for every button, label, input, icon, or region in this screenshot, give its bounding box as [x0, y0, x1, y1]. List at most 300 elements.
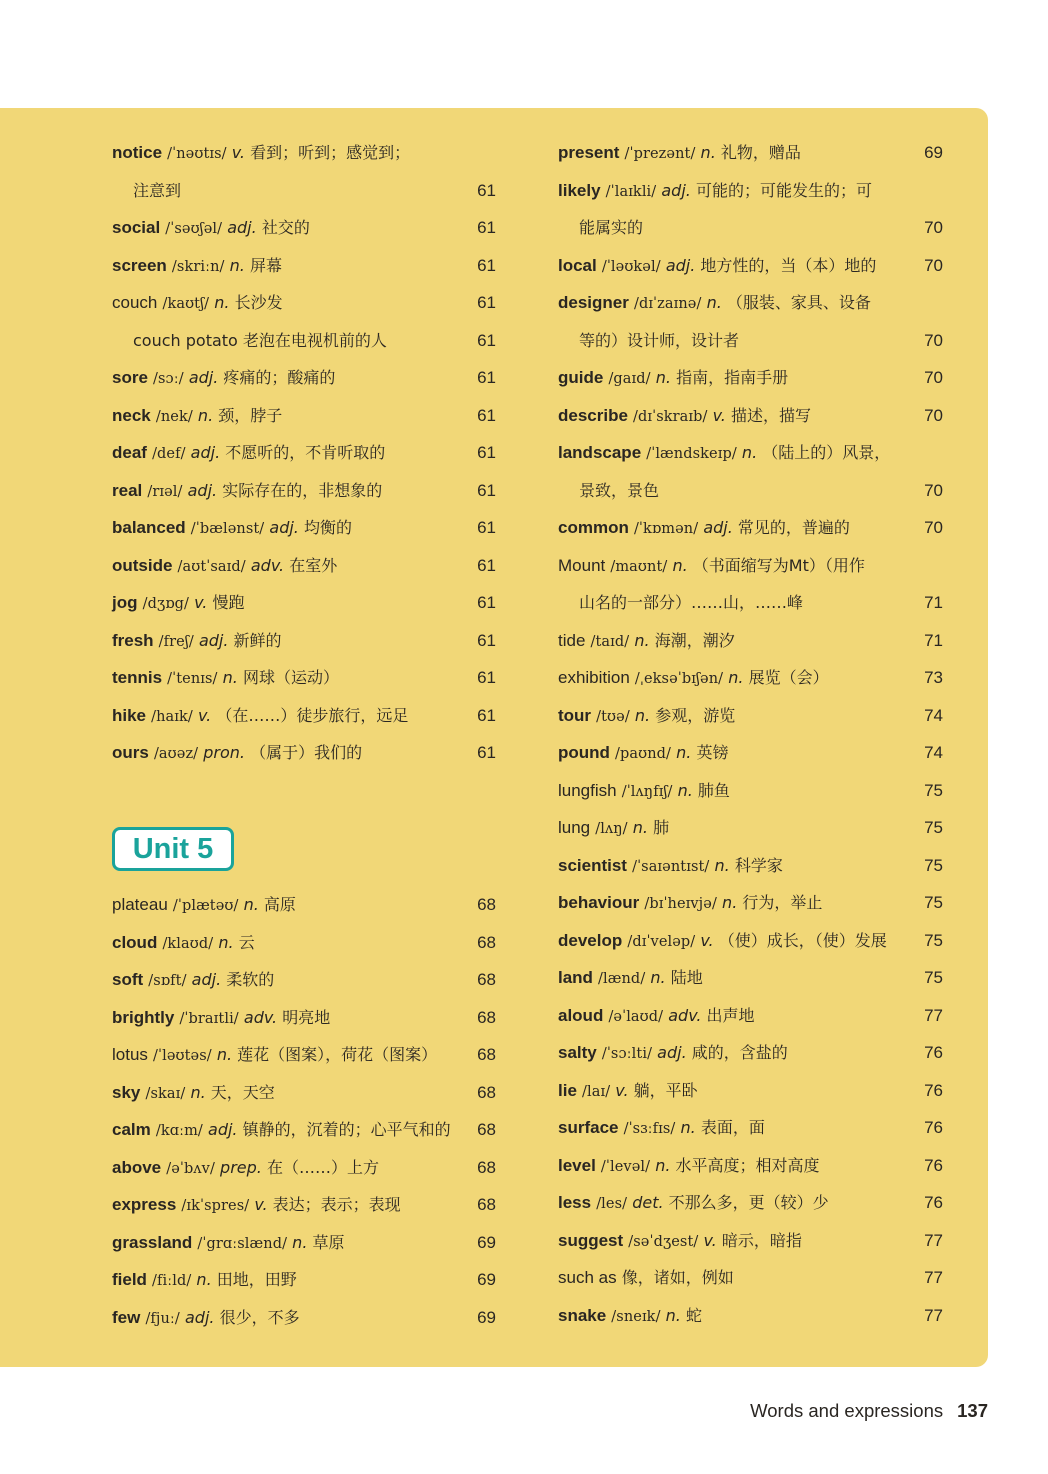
meaning: 在室外: [289, 555, 338, 575]
page-ref: 61: [477, 630, 496, 650]
headword: soft: [112, 970, 144, 989]
headword: balanced: [112, 518, 186, 537]
headword: lotus: [112, 1045, 148, 1064]
meaning: 山名的一部分）……山，……峰: [579, 593, 804, 612]
page-ref: 61: [477, 293, 496, 312]
vocab-entry: [558, 772, 943, 810]
part-of-speech: n.: [706, 293, 722, 312]
vocab-entry: [112, 472, 496, 510]
headword: brightly: [112, 1007, 175, 1027]
meaning: 莲花（图案），荷花（图案）: [237, 1045, 438, 1064]
vocab-entry: [112, 1111, 496, 1149]
headword: sky: [112, 1082, 141, 1102]
vocab-entry: [558, 1297, 943, 1335]
meaning: 水平高度；相对高度: [675, 1155, 820, 1175]
meaning: 社交的: [261, 218, 310, 237]
part-of-speech: adj.: [703, 518, 733, 537]
footer-label: Words and expressions: [750, 1400, 944, 1421]
phonetic: /nek/: [155, 408, 193, 425]
part-of-speech: v.: [703, 1230, 717, 1250]
phonetic: /ˈbælənst/: [190, 521, 265, 537]
page-ref: 70: [924, 218, 943, 237]
part-of-speech: pron.: [203, 743, 246, 762]
part-of-speech: n.: [214, 293, 230, 312]
headword: salty: [558, 1043, 597, 1062]
page-ref: 70: [924, 255, 943, 275]
meaning: 云: [238, 932, 255, 952]
vocab-entry: [112, 284, 496, 322]
vocab-entry: [112, 434, 496, 472]
meaning: 草原: [312, 1232, 345, 1252]
part-of-speech: adv.: [243, 1007, 278, 1027]
page-ref: 76: [924, 1155, 943, 1175]
part-of-speech: n.: [650, 968, 666, 987]
part-of-speech: n.: [728, 668, 744, 687]
part-of-speech: adj.: [657, 1043, 687, 1062]
headword: notice: [112, 143, 163, 162]
phonetic: /laɪ/: [582, 1083, 611, 1100]
page-ref: 61: [477, 555, 496, 575]
phonetic: /aʊtˈsaɪd/: [177, 558, 246, 575]
phonetic: /aʊəz/: [153, 746, 199, 762]
part-of-speech: adv.: [668, 1005, 702, 1025]
vocab-entry: [558, 697, 943, 735]
headword: plateau: [112, 895, 168, 914]
page-ref: 70: [924, 405, 943, 425]
part-of-speech: prep.: [220, 1157, 262, 1177]
phonetic: /sɒft/: [148, 973, 187, 989]
vocab-entry: [112, 1074, 496, 1112]
page-ref: 71: [924, 593, 943, 612]
meaning: 新鲜的: [233, 630, 282, 650]
meaning: 能属实的: [579, 218, 644, 237]
part-of-speech: n.: [634, 630, 650, 650]
part-of-speech: v.: [198, 705, 212, 725]
page-ref: 75: [924, 893, 943, 912]
vocab-entry: [112, 547, 496, 585]
vocab-entry: [112, 359, 496, 397]
headword: designer: [558, 293, 629, 312]
phonetic: /ˈsɜːfɪs/: [623, 1121, 676, 1137]
headword: tennis: [112, 668, 163, 687]
vocab-entry: [112, 397, 496, 435]
phonetic: /ˌeksəˈbɪʃən/: [634, 671, 724, 687]
headword: neck: [112, 405, 151, 425]
meaning: 参观，游览: [655, 705, 736, 725]
page-ref: 75: [924, 818, 943, 837]
meaning: 出声地: [706, 1005, 755, 1025]
phonetic: /ˈlʌŋfɪʃ/: [621, 783, 673, 800]
meaning: 均衡的: [303, 518, 352, 537]
vocab-entry: [112, 999, 496, 1037]
page-ref: 76: [924, 1043, 943, 1062]
meaning: 实际存在的，非想象的: [222, 480, 383, 500]
part-of-speech: n.: [243, 895, 259, 914]
page-ref: 68: [477, 970, 496, 989]
meaning: 网球（运动）: [242, 668, 339, 687]
meaning: 海潮，潮汐: [654, 630, 735, 650]
headword: behaviour: [558, 893, 640, 912]
phonetic: /lʌŋ/: [595, 821, 628, 837]
meaning: （属于）我们的: [250, 743, 363, 762]
phonetic: /freʃ/: [158, 633, 194, 650]
page-ref: 76: [924, 1080, 943, 1100]
part-of-speech: n.: [676, 743, 692, 762]
page-ref: 61: [477, 405, 496, 425]
headword: suggest: [558, 1230, 624, 1250]
meaning: 像，诸如，例如: [621, 1268, 734, 1287]
vocab-entry: [558, 1147, 943, 1185]
phonetic: /rɪəl/: [147, 483, 183, 500]
part-of-speech: adj.: [665, 255, 696, 275]
page-ref: 69: [477, 1270, 496, 1289]
part-of-speech: n.: [680, 1118, 696, 1137]
vocab-entry: [112, 659, 496, 697]
headword: land: [558, 968, 593, 987]
part-of-speech: n.: [672, 555, 688, 575]
meaning: 英镑: [696, 743, 729, 762]
vocab-entry: [558, 922, 943, 960]
vocab-entry: [558, 734, 943, 772]
vocab-entry: [558, 284, 943, 322]
page-ref: 77: [924, 1305, 943, 1325]
page-footer: [750, 1400, 988, 1422]
headword: real: [112, 480, 143, 500]
vocab-entry: [558, 1034, 943, 1072]
headword: cloud: [112, 932, 158, 952]
vocab-entry: [558, 172, 943, 210]
part-of-speech: n.: [218, 932, 234, 952]
vocab-entry: [112, 1261, 496, 1299]
meaning: 指南，指南手册: [676, 368, 789, 387]
page-ref: 69: [924, 143, 943, 162]
meaning: 肺鱼: [697, 780, 730, 800]
part-of-speech: adj.: [187, 480, 218, 500]
part-of-speech: n.: [700, 143, 716, 162]
headword: local: [558, 255, 597, 275]
vocab-entry: [112, 886, 496, 924]
part-of-speech: v.: [254, 1195, 268, 1214]
meaning: 看到；听到；感觉到；: [250, 143, 411, 162]
phonetic: /ˈgrɑːslænd/: [197, 1235, 288, 1252]
meaning: 行为，举止: [742, 893, 823, 912]
headword: pound: [558, 743, 610, 762]
vocab-entry: [112, 734, 496, 772]
headword: Mount: [558, 555, 606, 575]
vocab-entry: [112, 584, 496, 622]
phonetic: /skaɪ/: [145, 1085, 186, 1102]
headword: few: [112, 1307, 141, 1327]
page-ref: 61: [477, 255, 496, 275]
part-of-speech: adj.: [188, 368, 219, 387]
page-ref: 77: [924, 1230, 943, 1250]
page-ref: 68: [477, 895, 496, 914]
page-ref: 77: [924, 1005, 943, 1025]
page-ref: 75: [924, 855, 943, 875]
page-ref: 68: [477, 1082, 496, 1102]
page-ref: 61: [477, 368, 496, 387]
part-of-speech: adj.: [185, 1307, 215, 1327]
page-ref: 68: [477, 1195, 496, 1214]
phonetic: /ˈsaɪəntɪst/: [632, 858, 710, 875]
phonetic: /əˈbʌv/: [166, 1160, 215, 1177]
vocab-entry: [558, 1109, 943, 1147]
phonetic: /dʒɒg/: [142, 596, 189, 612]
headword: tour: [558, 705, 592, 725]
headword: calm: [112, 1120, 151, 1139]
unit-title: Unit 5: [132, 833, 214, 865]
vocab-entry: [558, 509, 943, 547]
meaning: 展览（会）: [748, 668, 829, 687]
vocab-entry: [112, 622, 496, 660]
phonetic: /les/: [596, 1196, 628, 1212]
page-ref: 68: [477, 1045, 496, 1064]
phonetic: /fiːld/: [152, 1273, 192, 1289]
phonetic: /ˈləʊtəs/: [153, 1048, 212, 1064]
meaning: （服装、家具、设备: [726, 293, 871, 312]
part-of-speech: n.: [632, 818, 649, 837]
headword: less: [558, 1193, 592, 1212]
phonetic: /dɪˈveləp/: [627, 933, 696, 950]
phonetic: /maʊnt/: [610, 558, 668, 575]
part-of-speech: n.: [222, 668, 238, 687]
headword: describe: [558, 405, 628, 425]
vocab-entry: [558, 1259, 943, 1297]
vocab-entry: [558, 1184, 943, 1222]
page-ref: 74: [924, 743, 943, 762]
phonetic: /fjuː/: [145, 1310, 180, 1327]
page-ref: 76: [924, 1118, 943, 1137]
meaning: 慢跑: [212, 593, 245, 612]
meaning: （陆上的）风景，: [762, 443, 891, 462]
unit-heading: [112, 827, 234, 871]
vocab-entry: [558, 434, 943, 472]
vocab-entry: [558, 659, 943, 697]
part-of-speech: n.: [197, 405, 214, 425]
phonetic: /əˈlaʊd/: [608, 1008, 664, 1025]
part-of-speech: v.: [231, 143, 245, 162]
vocab-entry: [558, 847, 943, 885]
page-ref: 61: [477, 518, 496, 537]
headword: hike: [112, 705, 147, 725]
part-of-speech: v.: [615, 1080, 629, 1100]
meaning: 礼物，赠品: [720, 143, 801, 162]
part-of-speech: adv.: [250, 555, 285, 575]
part-of-speech: n.: [714, 855, 730, 875]
page-ref: 68: [477, 1157, 496, 1177]
vocab-entry: [112, 961, 496, 999]
part-of-speech: v.: [194, 593, 208, 612]
phonetic: /ˈlevəl/: [600, 1158, 651, 1175]
vocabulary-panel: [0, 108, 988, 1367]
vocab-entry: [112, 1299, 496, 1337]
page-ref: 77: [924, 1268, 943, 1287]
vocab-entry: [112, 1186, 496, 1224]
headword: exhibition: [558, 668, 630, 687]
phonetic: /dɪˈskraɪb/: [633, 408, 708, 425]
headword: grassland: [112, 1232, 193, 1252]
entry-continuation: [558, 209, 943, 247]
part-of-speech: n.: [216, 1045, 233, 1064]
phonetic: /ˈsəʊʃəl/: [165, 221, 223, 237]
vocab-entry: [558, 997, 943, 1035]
phonetic: /ˈsɔːlti/: [601, 1046, 653, 1062]
part-of-speech: n.: [229, 255, 245, 275]
page-number: 137: [957, 1400, 988, 1421]
vocab-entry: [112, 134, 496, 172]
vocab-entry: [558, 1072, 943, 1110]
meaning: 镇静的，沉着的；心平气和的: [242, 1120, 451, 1139]
meaning: 肺: [653, 818, 670, 837]
meaning: 咸的，含盐的: [691, 1043, 788, 1062]
phonetic: /skriːn/: [171, 258, 225, 275]
headword: express: [112, 1195, 177, 1214]
meaning: 景致，景色: [579, 480, 660, 500]
part-of-speech: n.: [722, 893, 738, 912]
vocab-entry: [558, 134, 943, 172]
page-ref: 75: [924, 930, 943, 950]
vocab-entry: [558, 809, 943, 847]
phonetic: /ˈkɒmən/: [633, 521, 699, 537]
phonetic: /def/: [152, 446, 186, 462]
meaning: 柔软的: [226, 970, 275, 989]
phonetic: /ˈplætəʊ/: [172, 898, 239, 914]
meaning: 表面，面: [700, 1118, 765, 1137]
headword: guide: [558, 368, 604, 387]
part-of-speech: n.: [196, 1270, 212, 1289]
part-of-speech: adj.: [191, 970, 222, 989]
page-ref: 61: [477, 330, 496, 350]
phonetic: /dɪˈzaɪnə/: [633, 296, 702, 312]
headword: outside: [112, 555, 173, 575]
phonetic: /lænd/: [598, 971, 646, 987]
page-ref: 61: [477, 705, 496, 725]
page-ref: 61: [477, 480, 496, 500]
headword: lungfish: [558, 780, 617, 800]
vocab-entry: [558, 359, 943, 397]
page-ref: 74: [924, 705, 943, 725]
page-ref: 70: [924, 330, 943, 350]
phonetic: /ɪkˈspres/: [181, 1198, 250, 1214]
phonetic: /ˈprezənt/: [624, 146, 696, 162]
page-ref: 70: [924, 518, 943, 537]
page-ref: 68: [477, 932, 496, 952]
part-of-speech: adj.: [227, 218, 257, 237]
phonetic: /sneɪk/: [611, 1308, 661, 1325]
page-ref: 69: [477, 1232, 496, 1252]
part-of-speech: adj.: [190, 443, 221, 462]
phonetic: /kaʊtʃ/: [162, 296, 210, 312]
headword: field: [112, 1270, 147, 1289]
headword: deaf: [112, 443, 147, 462]
headword: landscape: [558, 443, 642, 462]
part-of-speech: n.: [677, 780, 693, 800]
page-ref: 61: [477, 443, 496, 462]
phonetic: /gaɪd/: [608, 371, 651, 387]
phonetic: /ˈnəʊtɪs/: [167, 146, 227, 162]
page-ref: 75: [924, 780, 943, 800]
vocab-entry: [558, 622, 943, 660]
vocab-entry: [112, 1224, 496, 1262]
phonetic: /səˈdʒest/: [628, 1233, 699, 1250]
headword: develop: [558, 930, 623, 950]
meaning: 地方性的，当（本）地的: [700, 255, 877, 275]
vocab-entry: [558, 247, 943, 285]
phonetic: /ˈtenɪs/: [167, 671, 218, 687]
vocab-entry: [112, 1149, 496, 1187]
vocab-entry: [558, 1222, 943, 1260]
meaning: 蛇: [685, 1305, 702, 1325]
page-ref: 75: [924, 968, 943, 987]
part-of-speech: adj.: [661, 180, 691, 200]
headword: jog: [112, 593, 138, 612]
headword: level: [558, 1155, 596, 1175]
entry-continuation: [558, 322, 943, 360]
part-of-speech: n.: [292, 1232, 308, 1252]
part-of-speech: n.: [634, 705, 651, 725]
phonetic: /paʊnd/: [615, 746, 672, 762]
meaning: （使）成长，（使）发展: [718, 930, 887, 950]
vocab-entry: [112, 924, 496, 962]
vocab-entry: [558, 397, 943, 435]
part-of-speech: n.: [741, 443, 758, 462]
meaning: 暗示，暗指: [721, 1230, 802, 1250]
meaning: 不愿听的，不肯听取的: [225, 443, 386, 462]
meaning: 高原: [263, 895, 296, 914]
phonetic: /ˈlændskeɪp/: [646, 446, 737, 462]
vocab-entry: [112, 1036, 496, 1074]
phonetic: /bɪˈheɪvjə/: [644, 896, 717, 912]
meaning: 田地，田野: [216, 1270, 297, 1289]
phonetic: /sɔː/: [153, 371, 184, 387]
page-ref: 61: [477, 180, 496, 200]
entry-continuation: [558, 472, 943, 510]
part-of-speech: det.: [632, 1193, 664, 1212]
meaning: 描述，描写: [730, 405, 811, 425]
headword: common: [558, 518, 629, 537]
entry-continuation: [558, 584, 943, 622]
page-ref: 61: [477, 593, 496, 612]
part-of-speech: n.: [665, 1305, 681, 1325]
meaning: 躺，平卧: [633, 1080, 698, 1100]
vocab-entry: [558, 959, 943, 997]
page-ref: 71: [924, 630, 943, 650]
vocab-entry: [112, 247, 496, 285]
vocab-entry: [112, 209, 496, 247]
headword: scientist: [558, 855, 627, 875]
headword: fresh: [112, 630, 154, 650]
part-of-speech: v.: [700, 930, 714, 950]
page-ref: 61: [477, 668, 496, 687]
page-ref: 61: [477, 743, 496, 762]
meaning: 颈，脖子: [218, 405, 283, 425]
part-of-speech: adj.: [208, 1120, 238, 1139]
headword: screen: [112, 255, 167, 275]
headword: present: [558, 143, 620, 162]
meaning: 等的）设计师，设计者: [579, 330, 740, 350]
entry-continuation: [112, 322, 496, 360]
headword: lung: [558, 818, 591, 837]
headword: couch: [112, 293, 158, 312]
page-ref: 70: [924, 368, 943, 387]
page-ref: 73: [924, 668, 943, 687]
part-of-speech: adj.: [198, 630, 229, 650]
meaning: 屏幕: [249, 255, 282, 275]
meaning: 常见的，普遍的: [737, 518, 850, 537]
phonetic: /ˈləʊkəl/: [601, 258, 661, 275]
part-of-speech: n.: [655, 1155, 671, 1175]
phonetic: /ˈlaɪkli/: [605, 183, 657, 200]
